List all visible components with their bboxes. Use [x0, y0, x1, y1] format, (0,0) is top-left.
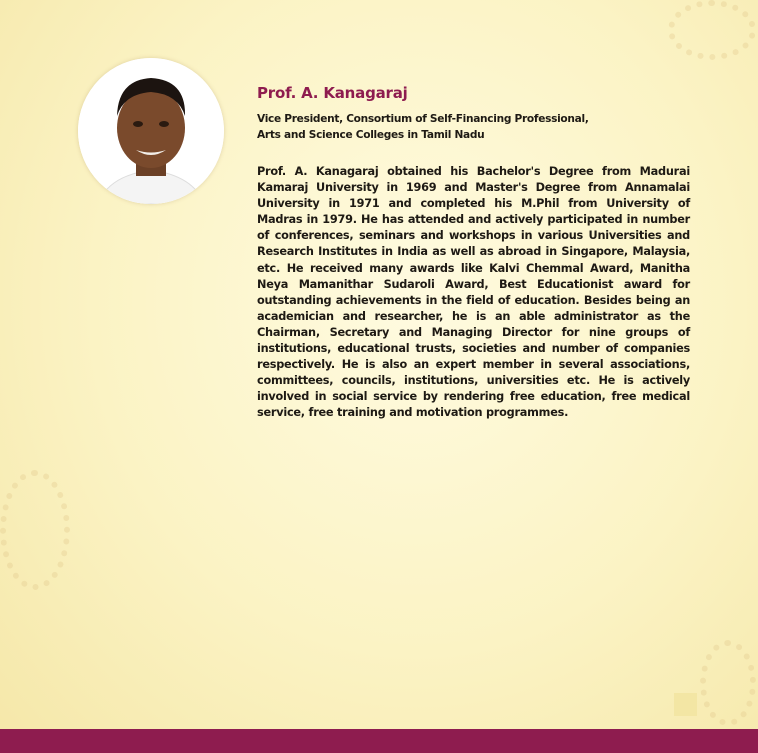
profile-name: Prof. A. Kanagaraj — [257, 84, 408, 102]
page-marker — [674, 693, 697, 716]
decorative-gear-left — [0, 470, 70, 590]
decorative-gear-top-right — [668, 0, 756, 60]
decorative-gear-bottom-right — [700, 640, 756, 726]
profile-role — [257, 111, 589, 143]
footer-bar — [0, 729, 758, 753]
role-line-2: Arts and Science Colleges in Tamil Nadu — [257, 129, 485, 141]
role-line-1: Vice President, Consortium of Self-Financing Professional, — [257, 113, 589, 125]
profile-photo — [78, 58, 224, 204]
profile-biography: Prof. A. Kanagaraj obtained his Bachelor's Degree from Madurai Kamaraj University in 1969 and Master's Degree from Annamalai University in 1971 and completed his M.Phil from University of Madras in 1979. He has attended and actively participated in number of conferences, seminars and workshops in various Universities and Research Institutes in India as well as abroad in Singapore, Malaysia, etc. He received many awards like Kalvi Chemmal Award, Manitha Neya Mamanithar Sudaroli Award, Best Educationist award for outstanding achievements in the field of education. Besides being an academician and researcher, he is an able administrator as the Chairman, Secretary and Managing Director for nine groups of institutions, educational trusts, societies and number of companies respectively. He is also an expert member in several associations, committees, councils, institutions, universities etc. He is actively involved in social service by rendering free education, free medical service, free training and motivation programmes. — [257, 165, 690, 420]
portrait-image — [78, 58, 224, 204]
